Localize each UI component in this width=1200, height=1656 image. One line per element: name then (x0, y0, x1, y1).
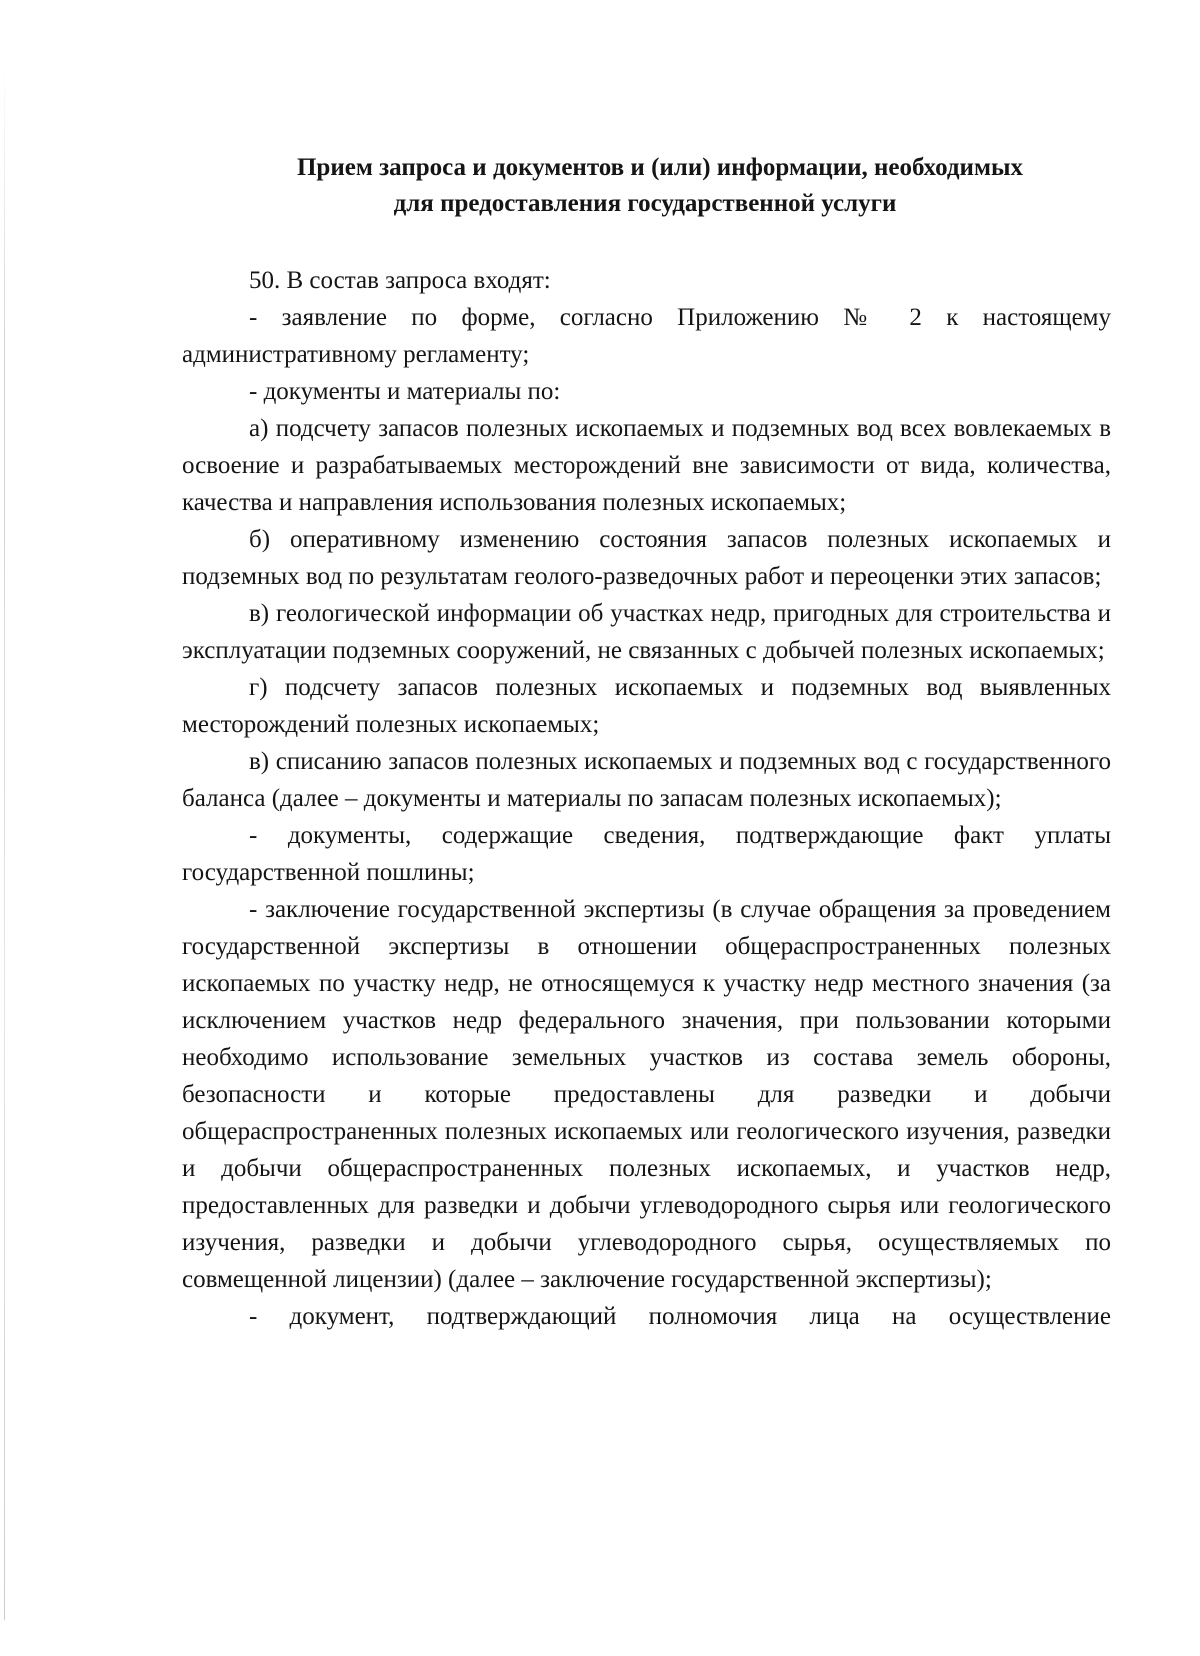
paragraph-authority-document: - документ, подтверждающий полномочия лица на осуществление (249, 1303, 1111, 1330)
paragraph-item-g: г) подсчету запасов полезных ископаемых и подземных вод выявленных месторождений полезных ископаемых; (182, 674, 1111, 738)
section-heading-line-2: для предоставления государственной услуги (393, 190, 897, 217)
paragraph-item-v-geological: в) геологической информации об участках недр, пригодных для строительства и эксплуатации подземных сооружений, не связанных с добычей полезных ископаемых; (182, 600, 1111, 664)
document-body (182, 262, 1111, 1335)
paragraph-documents-materials: - документы и материалы по: (249, 378, 561, 405)
paragraph-state-expertise: - заключение государственной экспертизы (в случае обращения за проведением государственной экспертизы в отношении общераспространенных полезных ископаемых по участку недр, не относящемуся к участку недр местного значения (за исключением участков недр федерального значения, при пользовании которыми необходимо использование земельных участков из состава земель обороны, безопасности и которые предоставлены для разведки и добычи общераспространенных полезных ископаемых или геологического изучения, разведки и добычи общераспространенных полезных ископаемых, и участков недр, предоставленных для разведки и добычи углеводородного сырья или геологического изучения, разведки и добычи углеводородного сырья, осуществляемых по совмещенной лицензии) (далее – заключение государственной экспертизы); (182, 896, 1111, 1293)
paragraph-50-intro: 50. В состав запроса входят: (249, 267, 551, 294)
paragraph-item-b: б) оперативному изменению состояния запасов полезных ископаемых и подземных вод по результатам геолого-разведочных работ и переоценки этих запасов; (182, 526, 1111, 590)
paragraph-state-duty: - документы, содержащие сведения, подтверждающие факт уплаты государственной пошлины; (182, 822, 1111, 886)
paragraph-item-v-write-off: в) списанию запасов полезных ископаемых и подземных вод с государственного баланса (далее – документы и материалы по запасам полезных ископаемых); (182, 748, 1111, 812)
paragraph-application-form: - заявление по форме, согласно Приложению № 2 к настоящему административному регламенту; (182, 304, 1111, 368)
paragraph-item-a: а) подсчету запасов полезных ископаемых и подземных вод всех вовлекаемых в освоение и разрабатываемых месторождений вне зависимости от вида, количества, качества и направления использования полезных ископаемых; (182, 415, 1111, 516)
scan-edge-line (4, 60, 5, 1620)
section-heading-line-1: Прием запроса и документов и (или) информации, необходимых (296, 154, 1023, 181)
